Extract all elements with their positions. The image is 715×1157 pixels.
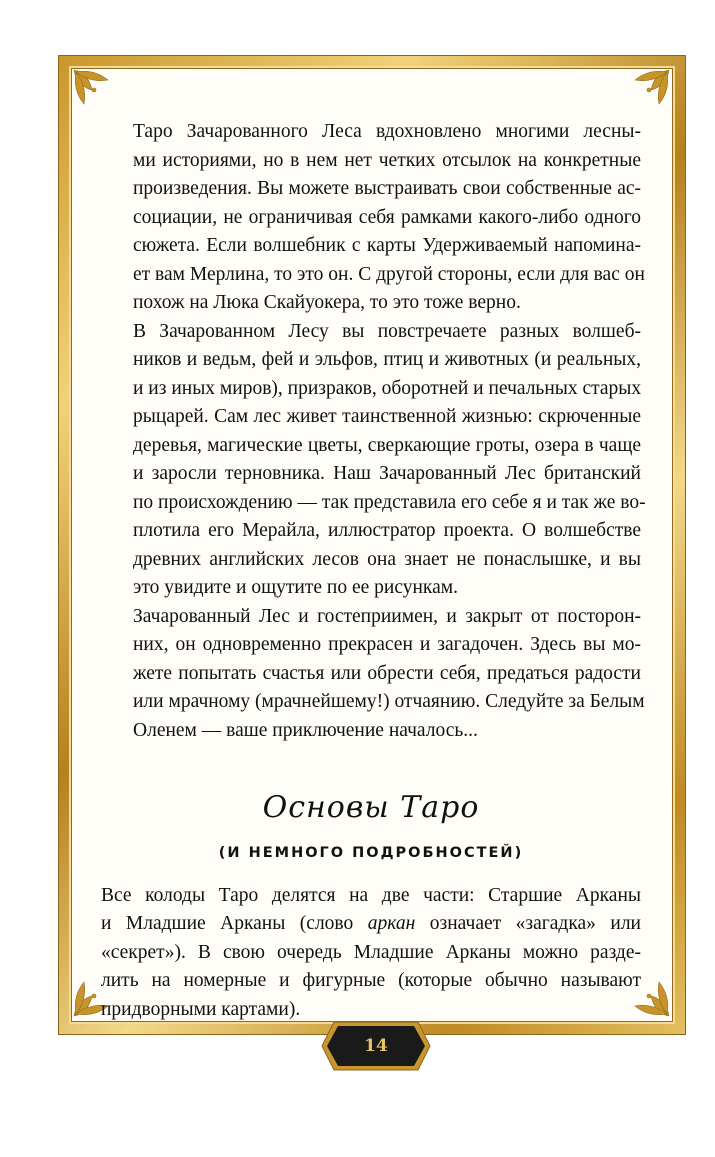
text-line [101, 910, 641, 939]
text-line: и заросли терновника. Наш Зачарованный Лес британский [133, 463, 641, 484]
text-line: древних английских лесов она знает не понаслышке, и вы [133, 548, 641, 570]
text-line: Зачарованный Лес и гостеприимен, и закрыт от посторон- [133, 605, 641, 627]
text-line: по происхождению — так представила его себе я и так же во- [133, 491, 646, 513]
text-line: В Зачарованном Лесу вы повстречаете разных волшеб- [133, 320, 641, 342]
paragraph-2 [101, 318, 646, 603]
text-line: произведения. Вы можете выстраивать свои собственные ас- [133, 178, 641, 199]
text-line: и из иных миров), призраков, оборотней и печальных старых [133, 377, 642, 399]
paragraph-4 [101, 882, 641, 1025]
text-line: ет вам Мерлина, то это он. С другой стороны, если для вас он [133, 263, 645, 285]
text-line: Все колоды Таро делятся на две части: Старшие Арканы [101, 884, 641, 906]
text-line: ми историями, но в нем нет четких отсылок на конкретные [133, 149, 641, 171]
paragraph-1 [101, 118, 645, 318]
text-line: Таро Зачарованного Леса вдохновлено многими лесны- [133, 121, 641, 142]
text-line: «секрет»). В свою очередь Младшие Арканы можно разде- [101, 941, 641, 963]
emphasis-term: аркан [367, 913, 416, 934]
page-content [101, 118, 646, 1024]
text-line: это увидите и ощутите по ее рисункам. [133, 577, 458, 598]
text-line: лить на номерные и фигурные (которые обычно называют [101, 970, 641, 991]
text-line: или мрачному (мрачнейшему!) отчаянию. Следуйте за Белым [133, 691, 645, 712]
text-line: деревья, магические цветы, сверкающие гроты, озера в чаще [133, 434, 641, 456]
text-line: плотила его Мерайла, иллюстратор проекта. О волшебстве [133, 520, 641, 541]
paragraph-3 [101, 603, 645, 746]
text-fragment: означает «загадка» или [415, 913, 641, 934]
leaf-corner-ornament-icon [70, 66, 118, 114]
text-line: жете попытать счастья или обрести себя, предаться радости [133, 662, 641, 684]
text-line: рыцарей. Сам лес живет таинственной жизнью: скрюченные [133, 406, 641, 427]
text-line: сюжета. Если волшебник с карты Удерживаемый напомина- [133, 235, 641, 256]
text-line: Оленем — ваше приключение началось... [133, 719, 478, 741]
leaf-corner-ornament-icon [625, 66, 673, 114]
text-line: ников и ведьм, фей и эльфов, птиц и животных (и реальных, [133, 349, 641, 370]
text-line: похож на Люка Скайуокера, то это тоже верно. [133, 292, 521, 313]
text-line: социации, не ограничивая себя рамками какого-либо одного [133, 206, 641, 228]
section-subtitle: (И НЕМНОГО ПОДРОБНОСТЕЙ) [218, 845, 524, 861]
text-line: придворными картами). [101, 998, 301, 1020]
page-number: 14 [364, 1036, 388, 1056]
text-fragment: и Младшие Арканы (слово [101, 913, 368, 934]
section-title: Основы Таро [262, 790, 480, 825]
text-line: них, он одновременно прекрасен и загадочен. Здесь вы мо- [133, 634, 641, 655]
